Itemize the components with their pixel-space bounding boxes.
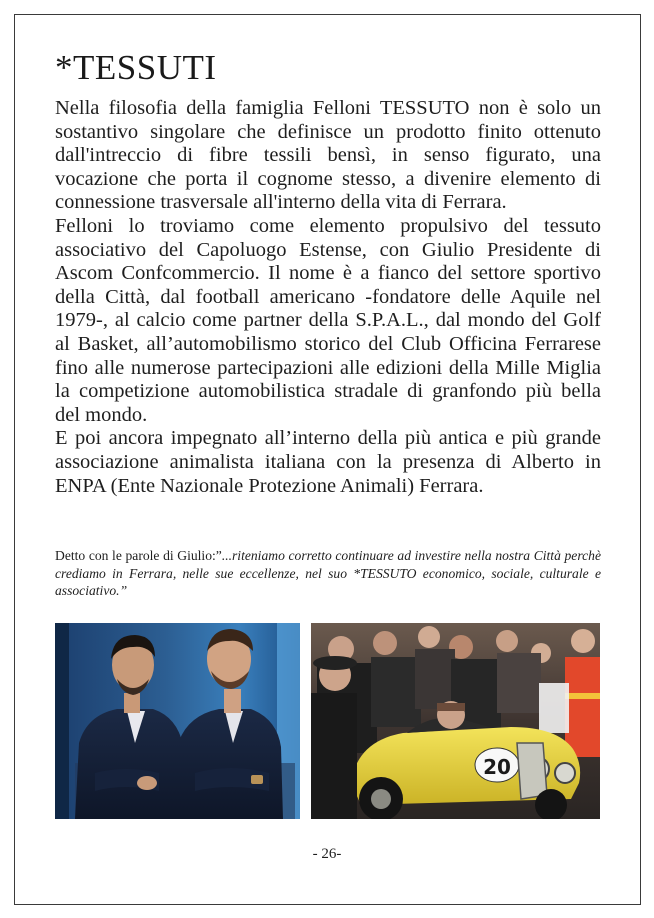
photo-right-graphic bbox=[311, 623, 600, 819]
car-number: 20 bbox=[483, 755, 511, 779]
photo-left-graphic bbox=[55, 623, 300, 819]
paragraph-1: Nella filosofia della famiglia Felloni TESSUTO non è solo un sostantivo singolare che definisce un prodotto finito ottenuto dall'intreccio di fibre tessili bensì, in senso figurato, una vocazione che porta il cognome stesso, a divenire elemento di connessione trasversale all'interno della vita di Ferrara. bbox=[55, 97, 601, 214]
quote-text: ...riteniamo corretto continuare ad investire nella nostra Città perchè crediamo in Ferrara, nelle sue eccellenze, nel suo *TESSUTO economico, sociale, culturale e associativo.” bbox=[55, 548, 601, 598]
photo-vintage-racing-car bbox=[311, 623, 600, 819]
page-title: *TESSUTI bbox=[55, 48, 217, 87]
quote-block bbox=[55, 547, 601, 600]
page-number: - 26- bbox=[312, 846, 342, 862]
paragraph-3: E poi ancora impegnato all’interno della più antica e più grande associazione animalista italiana con la presenza di Alberto in ENPA (Ente Nazionale Protezione Animali) Ferrara. bbox=[55, 427, 601, 497]
body-text bbox=[55, 97, 601, 498]
photo-two-men-in-suits bbox=[55, 623, 300, 819]
paragraph-2: Felloni lo troviamo come elemento propulsivo del tessuto associativo del Capoluogo Estense, con Giulio Presidente di Ascom Confcommercio. Il nome è a fianco del settore sportivo della Città, dal football americano -fondatore delle Aquile nel 1979-, al calcio come partner della S.P.A.L., dal mondo del Golf al Basket, all’automobilismo storico del Club Officina Ferrarese fino alle numerose partecipazioni alle edizioni della Mille Miglia la competizione automobilistica stradale di granfondo più bella del mondo. bbox=[55, 214, 601, 426]
quote-intro: Detto con le parole di Giulio:” bbox=[55, 548, 222, 563]
